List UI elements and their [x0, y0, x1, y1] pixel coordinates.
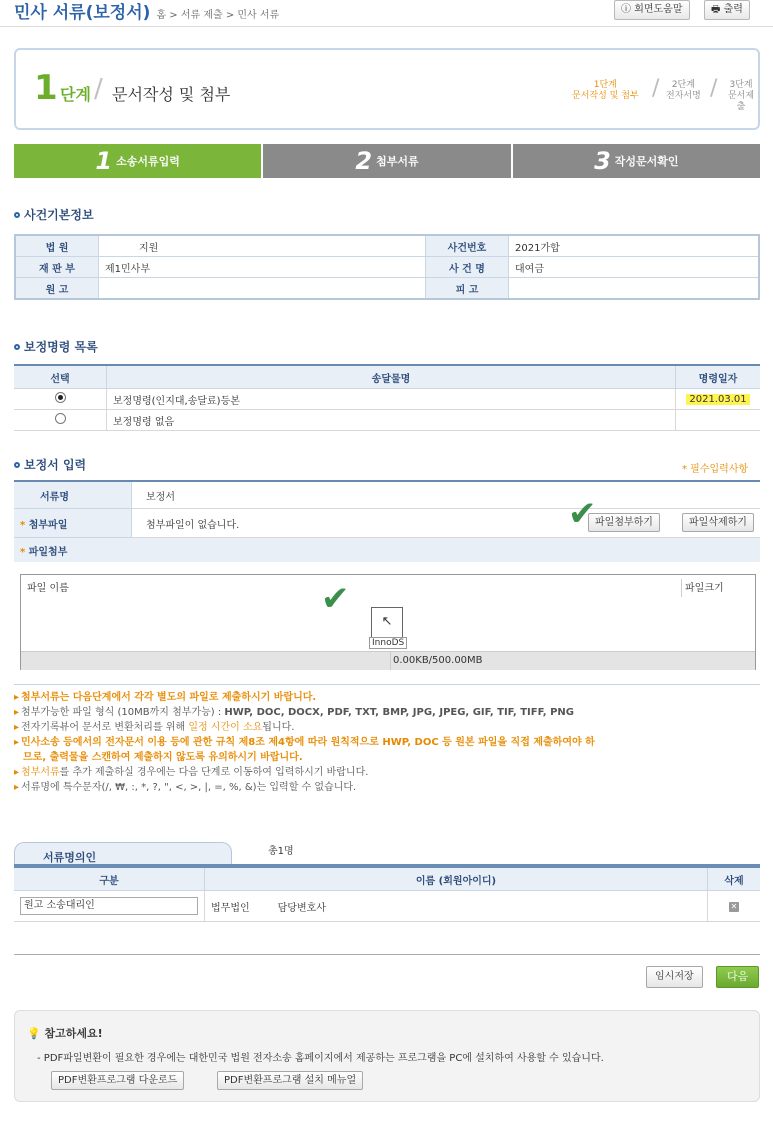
note-item: ▸ 서류명에 특수문자(/, ₩, :, *, ?, ", <, >, |, =, %, &)는 입력할 수 없습니다.: [14, 782, 357, 793]
progress-tabs: [14, 144, 760, 178]
breadcrumb: 홈 > 서류 제출 > 민사 서류: [156, 10, 280, 21]
table-row[interactable]: [14, 389, 760, 410]
type-field[interactable]: 원고 소송대리인: [20, 897, 198, 915]
lightbulb-icon: 💡: [27, 1027, 41, 1040]
usage-text: 0.00KB/500.00MB: [393, 655, 483, 666]
table-row: [14, 538, 760, 563]
name-cell: [205, 891, 708, 922]
attach-status: 첨부파일이 없습니다.: [146, 519, 240, 531]
file-col-name: 파일 이름: [27, 583, 69, 594]
note-item-continued: 므로, 출력물을 스캔하여 제출하지 않도록 유의하시기 바랍니다.: [23, 752, 303, 763]
page-title: [14, 0, 279, 23]
mini-step-2: 2단계 전자서명: [666, 80, 701, 101]
doc-name-value: 보정서: [132, 481, 761, 509]
col-name: 이름 (회원아이디): [205, 868, 708, 891]
doc-name-label: 서류명: [14, 481, 132, 509]
printer-icon: 🖶: [711, 4, 721, 15]
case-number-label: 사건번호: [426, 235, 509, 257]
print-button[interactable]: [704, 0, 750, 20]
table-row[interactable]: [14, 410, 760, 431]
org-name: 법무법인: [211, 902, 250, 914]
order-date-cell: [676, 389, 761, 410]
file-col-size: 파일크기: [685, 583, 724, 594]
case-info-table: [14, 234, 760, 300]
case-name-label: 사 건 명: [426, 257, 509, 278]
col-date: 명령일자: [676, 365, 761, 389]
delete-file-button[interactable]: 파일삭제하기: [682, 513, 754, 532]
mini-slash-2: /: [710, 76, 718, 101]
court-value: 지원: [99, 235, 426, 257]
page-title-text: 민사 서류(보정서): [14, 3, 151, 23]
attach-file-button[interactable]: 파일첨부하기: [588, 513, 660, 532]
screen-help-button[interactable]: [614, 0, 690, 20]
col-type: 구분: [14, 868, 205, 891]
radio-cell: [14, 389, 107, 410]
tab-number: 3: [594, 147, 611, 175]
table-row: [15, 278, 759, 300]
signers-table: [14, 868, 760, 922]
plaintiff-value: [99, 278, 426, 300]
mini-step-3: 3단계 문서제출: [727, 80, 755, 112]
checkmark-icon: ✔: [321, 579, 350, 619]
defendant-label: 피 고: [426, 278, 509, 300]
usage-fill: [21, 652, 391, 670]
case-name-value: 대여금: [509, 257, 760, 278]
order-list-heading: 보정명령 목록: [14, 338, 98, 355]
table-header-row: [14, 365, 760, 389]
step-number: 1: [34, 68, 58, 108]
tab-number: 2: [355, 147, 373, 175]
tab-document-input[interactable]: [14, 144, 261, 178]
division-label: 재 판 부: [15, 257, 99, 278]
mini-step-1: 1단계 문서작성 및 첨부: [572, 80, 639, 101]
mini-slash-1: /: [652, 76, 660, 101]
note-item: ▸ 민사소송 등에서의 전자문서 이용 등에 관한 규칙 제8조 제4항에 따라 원칙적으로 HWP, DOC 등 원본 파일을 직접 제출하여야 하: [14, 737, 595, 748]
tab-label: 소송서류입력: [116, 155, 180, 168]
drop-cursor-icon: ↖: [371, 607, 403, 639]
reference-box: [14, 1010, 760, 1102]
pdf-download-button[interactable]: PDF변환프로그램 다운로드: [51, 1071, 184, 1090]
step-word: 단계: [60, 85, 91, 104]
table-header-row: [14, 868, 760, 891]
print-label: 출력: [723, 4, 743, 15]
signers-count: 총1명: [268, 846, 294, 857]
tab-label: 작성문서확인: [614, 155, 679, 168]
division-value: 제1민사부: [99, 257, 426, 278]
col-name: 송달물명: [107, 365, 676, 389]
drop-label: InnoDS: [369, 637, 407, 649]
usage-bar: [21, 651, 755, 670]
select-radio[interactable]: [55, 392, 66, 403]
order-name: 보정명령(인지대,송달료)등본: [107, 389, 676, 410]
order-name: 보정명령 없음: [107, 410, 676, 431]
tab-number: 1: [95, 147, 113, 175]
table-row: [15, 257, 759, 278]
plaintiff-label: 원 고: [15, 278, 99, 300]
temp-save-button[interactable]: 임시저장: [646, 966, 703, 988]
divider: [14, 954, 760, 955]
delete-cell: [708, 891, 761, 922]
reference-text: - PDF파일변환이 필요한 경우에는 대한민국 법원 전자소송 홈페이지에서 제공하는 프로그램을 PC에 설치하여 사용할 수 있습니다.: [37, 1053, 604, 1064]
table-row: [14, 509, 760, 538]
reference-title: 💡 참고하세요!: [27, 1027, 103, 1040]
table-row: [14, 481, 760, 509]
required-note: * 필수입력사항: [682, 464, 749, 475]
signers-tab[interactable]: [14, 842, 232, 866]
note-item: ▸ 첨부가능한 파일 형식 (10MB까지 첨부가능) : HWP, DOC, DOCX, PDF, TXT, BMP, JPG, JPEG, GIF, TIF, TIFF, PNG: [14, 707, 574, 718]
step-indicator-box: [14, 48, 760, 130]
col-delete: 삭제: [708, 868, 761, 891]
header-divider: [0, 26, 773, 27]
attach-label: * 첨부파일: [14, 509, 132, 538]
case-number-value: 2021가합: [509, 235, 760, 257]
order-list-table: [14, 364, 760, 431]
next-button[interactable]: 다음: [716, 966, 759, 988]
col-divider: [681, 579, 682, 597]
radio-cell: [14, 410, 107, 431]
info-icon: ⓘ: [621, 4, 631, 15]
notes-list: [14, 690, 764, 795]
attach-cell: [132, 509, 761, 538]
table-row: [14, 891, 760, 922]
file-drop-area[interactable]: [20, 574, 756, 670]
defendant-value: [509, 278, 760, 300]
note-item: ▸ 전자기록뷰어 문서로 변환처리를 위해 일정 시간이 소요됩니다.: [14, 722, 295, 733]
court-label: 법 원: [15, 235, 99, 257]
order-date: 2021.03.01: [686, 394, 749, 405]
select-radio[interactable]: [55, 413, 66, 424]
pdf-manual-button[interactable]: PDF변환프로그램 설치 메뉴얼: [217, 1071, 363, 1090]
slash-divider: /: [94, 74, 103, 104]
screen-help-label: 회면도움말: [634, 4, 683, 15]
note-item: ▸ 첨부서류는 다음단계에서 각각 별도의 파일로 제출하시기 바랍니다.: [14, 692, 317, 703]
bullet-icon: [14, 212, 20, 218]
lawyer-name: 담당변호사: [277, 902, 326, 914]
divider: [14, 684, 760, 685]
signers-tab-label: 서류명의인: [43, 851, 97, 864]
doc-input-table: [14, 480, 760, 562]
tab-confirm[interactable]: [511, 144, 760, 178]
step-title: 문서작성 및 첨부: [112, 85, 231, 104]
table-row: [15, 235, 759, 257]
note-item: ▸ 첨부서류를 추가 제출하실 경우에는 다음 단계로 이동하여 입력하시기 바랍니다.: [14, 767, 369, 778]
bullet-icon: [14, 344, 20, 350]
type-cell: [14, 891, 205, 922]
order-date: [676, 410, 761, 431]
case-info-heading: 사건기본정보: [14, 206, 94, 223]
delete-icon[interactable]: ✕: [730, 901, 738, 911]
tab-label: 첨부서류: [376, 155, 419, 168]
checkmark-icon: ✔: [568, 494, 597, 534]
file-attach-label: * 파일첨부: [14, 538, 760, 563]
col-select: 선택: [14, 365, 107, 389]
bullet-icon: [14, 462, 20, 468]
doc-input-heading: 보정서 입력: [14, 456, 86, 473]
tab-attachments[interactable]: [261, 144, 510, 178]
